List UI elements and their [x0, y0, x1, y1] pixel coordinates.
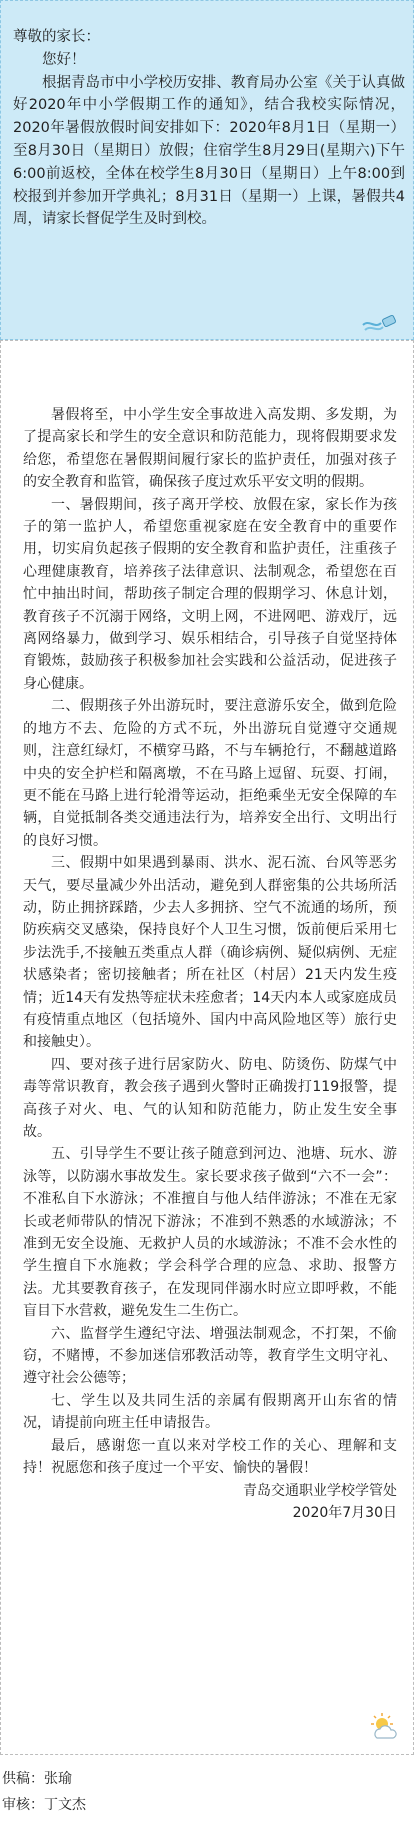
safety-paragraph: 四、要对孩子进行居家防火、防电、防烫伤、防煤气中毒等常识教育，教会孩子遇到火警时正确拨打119报警，提高孩子对火、电、气的认知和防范能力，防止发生安全事故。 [23, 1056, 397, 1140]
notice-greeting: 尊敬的家长： [13, 29, 100, 45]
safety-letter-card [0, 340, 414, 1755]
notice-body: 根据青岛市中小学校历安排、教育局办公室《关于认真做好2020年中小学假期工作的通知》，结合我校实际情况，2020年暑假放假时间安排如下：2020年8月1日（星期一）至8月30日（星期日）放假；住宿学生8月29日(星期六)下午6:00前返校，全体在校学生8月30日（星期日）上午8:00到校报到并参加开学典礼；8月31日（星期一）上课，暑假共4周，请家长督促学生及时到校。 [13, 74, 405, 228]
sun-cloud-icon [369, 1712, 401, 1744]
safety-paragraph: 六、监督学生遵纪守法、增强法制观念，不打架，不偷窃，不赌博，不参加迷信邪教活动等，教育学生文明守礼、遵守社会公德等； [23, 1325, 397, 1387]
notice-card [0, 0, 414, 340]
notice-text [13, 26, 405, 231]
notice-hello: 您好！ [42, 51, 86, 68]
safety-paragraph: 二、假期孩子外出游玩时，要注意游乐安全，做到危险的地方不去、危险的方式不玩，外出游玩自觉遵守交通规则，注意红绿灯，不横穿马路，不与车辆抢行，不翻越道路中央的安全护栏和隔离墩，不在马路上逗留、玩耍、打闹，更不能在马路上进行轮滑等运动，拒绝乘坐无安全保障的车辆，自觉抵制各类交通违法行为，培养安全出行、文明出行的良好习惯。 [23, 698, 397, 849]
safety-paragraph: 三、假期中如果遇到暴雨、洪水、泥石流、台风等恶劣天气，要尽量减少外出活动，避免到人群密集的公共场所活动，防止拥挤踩踏，少去人多拥挤、空气不流通的场所，预防疾病交叉感染，保持良好个人卫生习惯，饭前便后采用七步法洗手,不接触五类重点人群（确诊病例、疑似病例、无症状感染者；密切接触者；所在社区（村居）21天内发生疫情；近14天有发热等症状未痊愈者；14天内本人或家庭成员有疫情重点地区（包括境外、国内中高风险地区等）旅行史和接触史）。 [23, 855, 397, 1051]
pencil-deco-icon [361, 311, 399, 333]
safety-paragraph: 一、暑假期间，孩子离开学校、放假在家，家长作为孩子的第一监护人，希望您重视家庭在安全教育中的重要作用，切实肩负起孩子假期的安全教育和监护责任，注重孩子心理健康教育，培养孩子法律意识、法制观念，希望您在百忙中抽出时间，帮助孩子制定合理的假期学习、休息计划，教育孩子不沉溺于网络，文明上网，不进网吧、游戏厅，远离网络暴力，做到学习、娱乐相结合，引导孩子自觉坚持体育锻炼，鼓励孩子积极参加社会实践和公益活动，促进孩子身心健康。 [23, 496, 397, 692]
credits [0, 1766, 414, 1818]
credit-draft: 供稿：张瑜 [2, 1771, 72, 1787]
safety-paragraph: 五、引导学生不要让孩子随意到河边、池塘、玩水、游泳等，以防溺水事故发生。家长要求孩子做到“六不一会”：不准私自下水游泳；不准擅自与他人结伴游泳；不准在无家长或老师带队的情况下游泳；不准到不熟悉的水域游泳；不准到无安全设施、无救护人员的水域游泳；不准不会水性的学生擅自下水施救；学会科学合理的应急、求助、报警方法。尤其要教育孩子，在发现同伴溺水时应立即呼救，不能盲目下水营救，避免发生二生伤亡。 [23, 1146, 397, 1320]
safety-letter-text [23, 404, 397, 1524]
credit-review: 审核：丁文杰 [2, 1797, 86, 1813]
safety-paragraph: 暑假将至，中小学生安全事故进入高发期、多发期，为了提高家长和学生的安全意识和防范能力，现将假期要求发给您，希望您在暑假期间履行家长的监护责任，加强对孩子的安全教育和监管，确保孩子度过欢乐平安文明的假期。 [23, 407, 397, 491]
safety-paragraph: 最后，感谢您一直以来对学校工作的关心、理解和支持！祝愿您和孩子度过一个平安、愉快的暑假！ [23, 1437, 397, 1477]
safety-paragraph: 七、学生以及共同生活的亲属有假期离开山东省的情况，请提前向班主任申请报告。 [23, 1392, 397, 1432]
signature: 青岛交通职业学校学管处 [243, 1482, 397, 1499]
letter-date: 2020年7月30日 [292, 1504, 397, 1521]
